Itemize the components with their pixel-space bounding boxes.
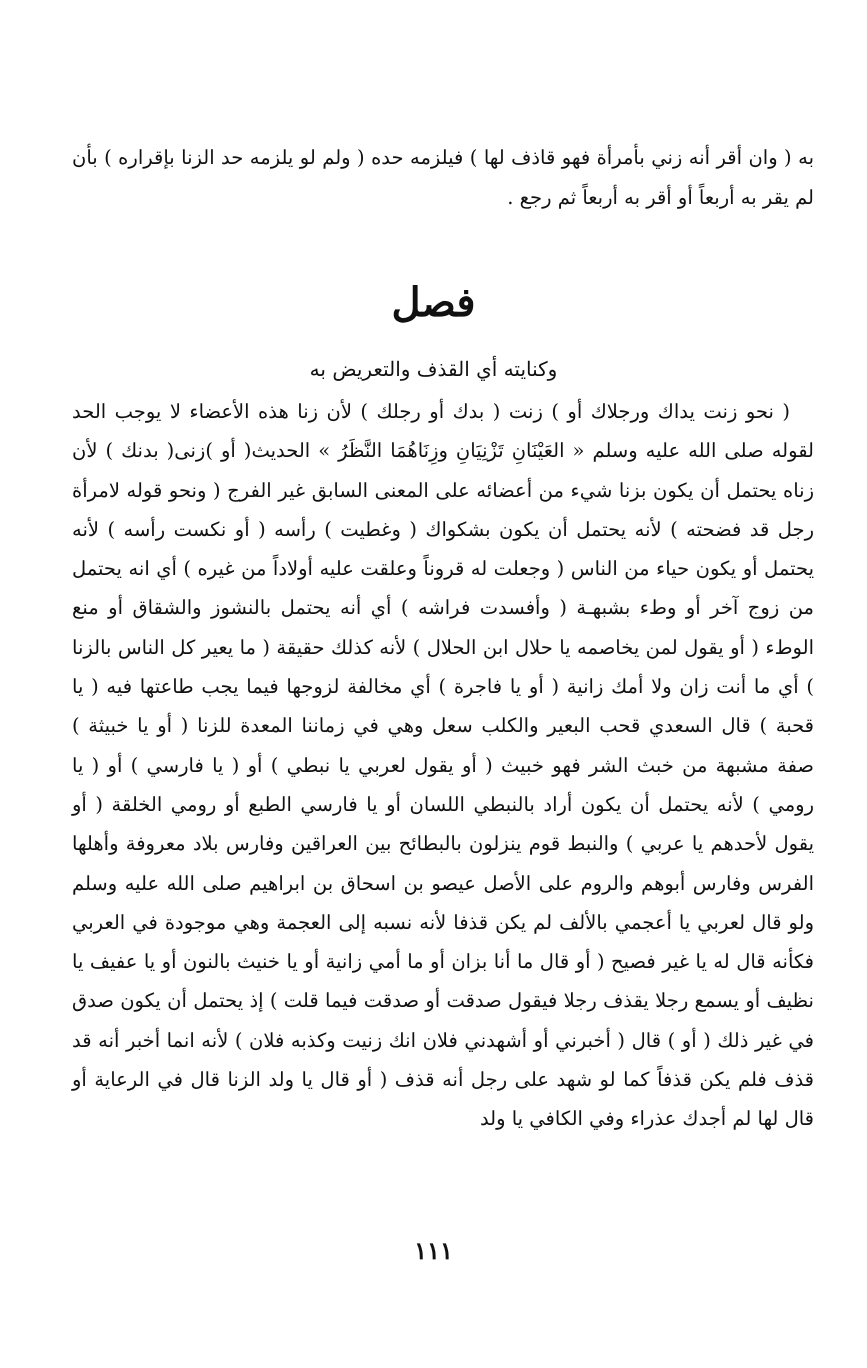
continuation-paragraph: به ( وان أقر أنه زني بأمرأة فهو قاذف لها ) فيلزمه حده ( ولم لو يلزمه حد الزنا بإقراره ) بأن لم يقر به أربعاً أو أقر به أربعاً ثم رجع . <box>72 146 814 209</box>
section-subheading: وكنايته أي القذف والتعريض به <box>309 357 558 381</box>
page-number: ١١١ <box>414 1236 453 1265</box>
section-heading: فصل <box>391 279 476 326</box>
body-paragraph: ( نحو زنت يداك ورجلاك أو ) زنت ( بدك أو رجلك ) لأن زنا هذه الأعضاء لا يوجب الحد لقوله صلى الله عليه وسلم « العَيْنَانِ تَزْنِيَانِ وزِنَاهُمَا النَّظَرُ » الحديث( أو )زنى( بدنك ) لأن زناه يحتمل أن يكون بزنا شيء من أعضائه على المعنى السابق غير الفرج ( ونحو قوله لامرأة رجل قد فضحته ) لأنه يحتمل أن يكون بشكواك ( وغطيت ) رأسه ( أو نكست رأسه ) لأنه يحتمل أو يكون حياء من الناس ( وجعلت له قروناً وعلقت عليه أولاداً من غيره ) أي انه يحتمل من زوج آخر أو وطء بشبهـة ( وأفسدت فراشه ) أي أنه يحتمل بالنشوز والشقاق أو منع الوطء ( أو يقول لمن يخاصمه يا حلال ابن الحلال ) لأنه كذلك حقيقة ( ما يعير كل الناس بالزنا ) أي ما أنت زان ولا أمك زانية ( أو يا فاجرة ) أي مخالفة لزوجها فيما يجب طاعتها فيه ( يا قحبة ) قال السعدي قحب البعير والكلب سعل وهي في زماننا المعدة للزنا ( أو يا خبيثة ) صفة مشبهة من خبث الشر فهو خبيث ( أو يقول لعربي يا نبطي ) أو ( يا فارسي ) أو ( يا رومي ) لأنه يحتمل أن يكون أراد بالنبطي اللسان أو يا فارسي الطبع أو رومي الخلقة ( أو يقول لأحدهم يا عربي ) والنبط قوم ينزلون بالبطائح بين العراقين وفارس بلاد معروفة وأهلها الفرس وفارس أبوهم والروم على الأصل عيصو بن اسحاق بن ابراهيم صلى الله عليه وسلم ولو قال لعربي يا أعجمي بالألف لم يكن قذفا لأنه نسبه إلى العجمة وهي موجودة في العربي فكأنه قال له يا غير فصيح ( أو قال ما أنا بزان أو ما أمي زانية أو يا خنيث بالنون أو يا عفيف يا نظيف أو يسمع رجلا يقذف رجلا فيقول صدقت أو صدقت فيما قلت ) إذ يحتمل أن يكون صدق في غير ذلك ( أو ) قال ( أخبرني أو أشهدني فلان انك زنيت وكذبه فلان ) لأنه انما أخبر أنه قد قذف فلم يكن قذفاً كما لو شهد على رجل أنه قذف ( أو قال يا ولد الزنا قال في الرعاية أو قال لها لم أجدك عذراء وفي الكافي يا ولد <box>72 400 814 1131</box>
